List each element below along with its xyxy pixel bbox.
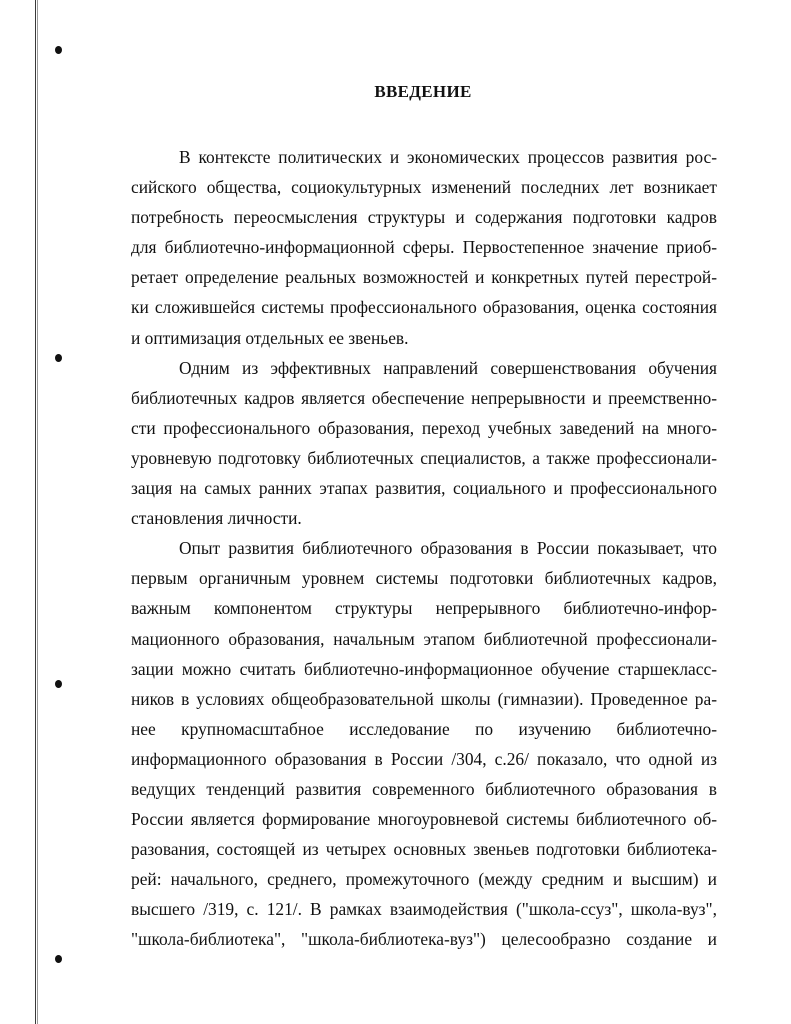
text-line: ников в условиях общеобразовательной школы (гимназии). Проведенное ра- [131, 688, 717, 709]
text-line: потребность переосмысления структуры и содержания подготовки кадров [131, 207, 717, 228]
text-line: высшего /319, с. 121/. В рамках взаимодействия ("школа-ссуз", школа-вуз", [131, 899, 717, 920]
text-line: для библиотечно-информационной сферы. Первостепенное значение приоб- [131, 237, 717, 258]
punch-hole-mark [55, 354, 62, 362]
text-line: становления личности. [131, 508, 302, 529]
text-line: мационного образования, начальным этапом библиотечной профессионали- [131, 628, 717, 649]
text-line: первым органичным уровнем системы подготовки библиотечных кадров, [131, 568, 717, 589]
page-title: ВВЕДЕНИЕ [374, 82, 472, 101]
text-line: библиотечных кадров является обеспечение непрерывности и преемственно- [131, 387, 717, 408]
text-line: зации можно считать библиотечно-информационное обучение старшекласс- [131, 658, 717, 679]
text-line: зация на самых ранних этапах развития, социального и профессионального [131, 478, 717, 499]
text-line: Одним из эффективных направлений совершенствования обучения [179, 357, 717, 378]
text-line: сти профессионального образования, переход учебных заведений на много- [131, 417, 717, 438]
text-line: рей: начального, среднего, промежуточного (между средним и высшим) и [131, 869, 717, 890]
punch-hole-mark [55, 46, 62, 54]
text-line: "школа-библиотека", "школа-библиотека-вуз") целесообразно создание и [131, 929, 717, 950]
text-line: важным компонентом структуры непрерывного библиотечно-инфор- [131, 598, 717, 619]
scan-edge-line [35, 0, 36, 1024]
text-line: ки сложившейся системы профессионального образования, оценка состояния [131, 297, 717, 318]
text-line: и оптимизация отдельных ее звеньев. [131, 327, 409, 348]
scan-edge-shadow [37, 0, 38, 1024]
text-line: России является формирование многоуровневой системы библиотечного об- [131, 809, 717, 830]
punch-hole-mark [55, 680, 62, 688]
text-line: уровневую подготовку библиотечных специалистов, а также профессионали- [131, 447, 717, 468]
document-body [131, 142, 717, 955]
text-line: ведущих тенденций развития современного библиотечного образования в [131, 778, 717, 799]
text-line: ретает определение реальных возможностей и конкретных путей перестрой- [131, 267, 717, 288]
text-line: информационного образования в России /304, с.26/ показало, что одной из [131, 748, 717, 769]
text-line: нее крупномасштабное исследование по изучению библиотечно- [131, 718, 717, 739]
text-line: разования, состоящей из четырех основных звеньев подготовки библиотека- [131, 839, 717, 860]
punch-hole-mark [55, 955, 62, 963]
text-line: сийского общества, социокультурных изменений последних лет возникает [131, 177, 717, 198]
text-line: Опыт развития библиотечного образования в России показывает, что [179, 538, 717, 559]
text-line: В контексте политических и экономических процессов развития рос- [179, 147, 717, 167]
